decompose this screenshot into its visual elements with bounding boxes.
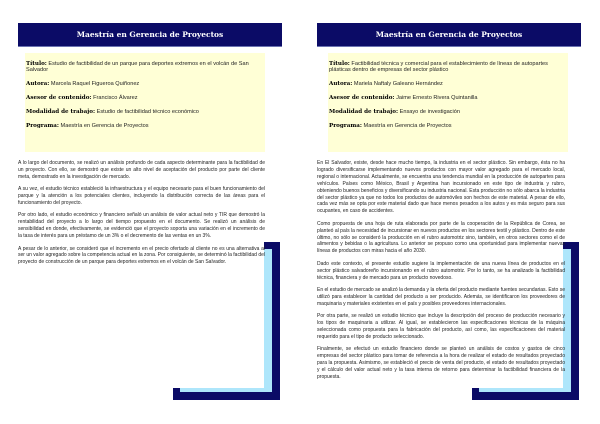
paragraph: A lo largo del documento, se realizó un análisis profundo de cada aspecto determinante para la factibilidad de un proyecto. Con ello, se demostró que existe un alto nivel de aceptación del producto por parte del cliente meta, demostrado en la investigación de mercado. [18, 160, 265, 180]
paragraph: A su vez, el estudio técnico estableció la infraestructura y el equipo necesario para el buen funcionamiento del parque y la atención a los potenciales clientes, incluyendo la distribución correcta de las áreas para el funcionamiento del proyecto. [18, 186, 265, 207]
paragraph: En el estudio de mercado se analizó la demanda y la oferta del producto mediante fuentes secundarias. Esto se utilizó para establecer la cantidad del producto a ser producido. Además, se identificaron los proveedores de maquinaria y materiales existentes en el país y posibles proveedores internacionales. [317, 287, 565, 307]
info-modality: Modalidad de trabajo: Estudio de factibilidad técnico económico [26, 109, 199, 116]
paragraph: Finalmente, se efectuó un estudio financiero donde se planteó un análisis de costos y gastos de cinco empresas del sector plástico para tomar de referencia a la hora de realizar el estado de resultados proyectado para la propuesta. Asimismo, se estableció el precio de venta del producto, el estado de resultados proyectado y el cálculo del valor actual neto y la tasa interna de retorno para determinar la factibilidad financiera de la propuesta. [317, 346, 565, 380]
info-advisor: Asesor de contenido: Francisco Álvarez [26, 95, 138, 102]
page-header: Maestría en Gerencia de Proyectos [317, 23, 581, 47]
info-modality: Modalidad de trabajo: Ensayo de investigación [329, 109, 460, 116]
info-title: Título: Estudio de factibilidad de un parque para deportes extremos en el volcán de San Salvador [26, 61, 249, 74]
paragraph: Como propuesta de una hoja de ruta elaborada por parte de la cooperación de la República de Corea, se planteó al país la necesidad de incursionar en nuevos productos en los sectores textil y plástico. Dentro de este último, no sólo se consideró la producción en el rubro automotriz sino, también, en otros sectores como el de alimentos y bebidas o la agricultura. Lo anterior se propuso como una oportunidad para implementar nuevas líneas de productos con miras hacia el año 2030. [317, 220, 565, 255]
info-title: Título: Factibilidad técnica y comercial para el establecimiento de líneas de autopartes plásticas dentro de empresas del sector plástico [329, 61, 548, 74]
info-box [25, 53, 265, 152]
abstract-body [18, 160, 265, 272]
page-header: Maestría en Gerencia de Proyectos [18, 23, 282, 47]
paragraph: Por otro lado, el estudio económico y financiero señaló un análisis de valor actual neto y TIR que demostró la rentabilidad del proyecto a lo largo del tiempo propuesto en el documento. Se realizó un análisis de sensibilidad en donde, efectivamente, se evidenció que el proyecto soporta una variación en el incremento de la tasa de interés para un préstamo de un 3% o el decremento de las ventas en un 3%. [18, 212, 265, 240]
info-program: Programa: Maestría en Gerencia de Proyectos [26, 123, 149, 130]
info-author: Autora: Mariela Naftaly Galeano Hernández [329, 81, 443, 88]
info-author: Autora: Marcela Raquel Figueroa Quiñonez [26, 81, 140, 88]
paragraph: A pesar de lo anterior, se consideró que el incremento en el precio ofertado al cliente no es una alternativa al ser un valor agregado sobre la competencia actual en la zona. Por consiguiente, se determinó la factibilidad del proyecto de construcción de un parque para deportes extremos en el volcán de San Salvador. [18, 245, 265, 266]
page-right [299, 0, 599, 424]
info-program: Programa: Maestría en Gerencia de Proyectos [329, 123, 452, 130]
paragraph: En El Salvador, existe, desde hace mucho tiempo, la industria en el sector plástico. Sin embargo, ésta no ha logrado diversificarse implementando nuevos productos con mayor valor agregado para el mercado local, regional o internacional. Actualmente, se encuentra una tendencia mundial en la producción de autopartes para vehículos. Países como México, Brasil y Argentina han incursionado en este tipo de industria y rubro, obteniendo buenos beneficios y diversificando su industria nacional. Esta producción no sólo abarca la industria del sector plástico ya que no todos los productos de automóviles son hechos de este material. A pesar de ello, cada vez más se opta por este material dado que hace menos pesados a los autos y es más seguro para sus ocupantes, en caso de accidentes. [317, 160, 565, 215]
paragraph: Por otra parte, se realizó un estudio técnico que incluye la descripción del proceso de producción necesario y los tipos de maquinaria a utilizar. Al igual, se establecieron las especificaciones técnicas de la máquina seleccionada como propuesta para la fabricación del producto, así como, las especificaciones del material requerido para el tipo de producto seleccionado. [317, 313, 565, 340]
abstract-body [317, 160, 565, 386]
info-box [328, 53, 568, 152]
paragraph: Dado este contexto, el presente estudio sugiere la implementación de una nueva línea de productos en el sector plástico salvadoreño incursionando en el rubro automotriz. Por lo tanto, se ha analizado la factibilidad técnica, financiera y de mercado para un producto novedoso. [317, 260, 565, 281]
info-advisor: Asesor de contenido: Jaime Ernesto Rivera Quintanilla [329, 95, 478, 102]
